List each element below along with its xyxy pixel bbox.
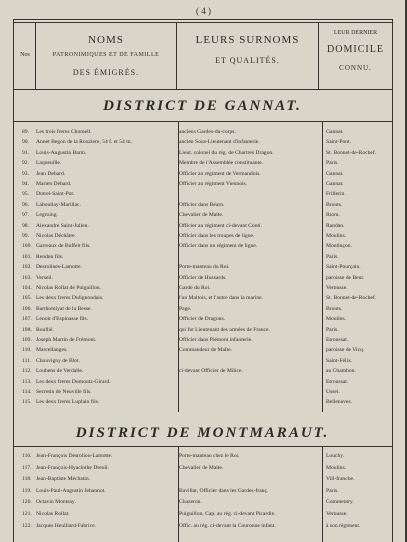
domicile: Bellenaves.: [326, 399, 352, 406]
entry-number: 90.: [22, 139, 29, 146]
entry-number: 89.: [22, 129, 29, 135]
page-number: ( 4 ): [196, 6, 211, 16]
emigre-name: Laboullay-Marillac.: [36, 201, 81, 208]
entry-number: 110.: [22, 347, 32, 354]
qualities: Officier au régiment ci-devant Conti.: [179, 222, 262, 229]
entry-number: 108.: [22, 326, 32, 333]
emigre-name: Laqueuille.: [36, 160, 62, 167]
emigre-name: Louis-Augustin Barin.: [36, 149, 87, 156]
domicile: Paris.: [326, 253, 339, 260]
domicile: Saint-Félix.: [326, 357, 353, 364]
entry-number: 96.: [22, 201, 29, 208]
qualities: Page.: [179, 305, 192, 312]
emigre-name: Octavin Montsay.: [36, 499, 76, 506]
table-row: [22, 159, 392, 167]
table-row: [22, 201, 392, 209]
entry-number: 102.: [22, 264, 32, 271]
table-row: [22, 242, 392, 250]
entry-number: 119.: [22, 487, 32, 494]
district-title-montmaraut: DISTRICT DE MONTMARAUT.: [75, 425, 330, 441]
emigre-name: Jean Debard.: [36, 170, 66, 177]
emigre-name: Nicolas Déchâtre.: [36, 233, 77, 239]
header-domicile-title: DOMICILE: [327, 44, 384, 55]
domicile: Moulins.: [326, 233, 347, 239]
domicile: au Chambon.: [326, 368, 356, 375]
table-row: [22, 336, 392, 344]
table-row: [22, 452, 392, 460]
qualities: Porte-manteau du Roi.: [179, 264, 230, 271]
entry-number: 120.: [22, 499, 32, 506]
table-row: [22, 211, 392, 219]
domicile: Gannat.: [326, 181, 344, 187]
table-row: [22, 170, 392, 178]
emigre-name: Loubens de Verdalle.: [36, 368, 84, 375]
table-row: [22, 263, 392, 271]
qualities: Officier dans un régiment de ligne.: [179, 243, 258, 250]
header-names-sub1: PATRONIMIQUES ET DE FAMILLE: [52, 52, 160, 58]
domicile: Brouts.: [326, 305, 343, 312]
entry-number: 105.: [22, 295, 32, 302]
entry-number: 99.: [22, 233, 29, 239]
qualities: Porte-manteau chez le Roi.: [179, 453, 240, 459]
table-row: [22, 222, 392, 230]
domicile: Paris.: [326, 487, 339, 494]
table-row: [22, 346, 392, 354]
header-names-title: NOMS: [88, 34, 124, 46]
table-row: [22, 232, 392, 240]
emigre-name: Legroing.: [36, 212, 58, 219]
table-row: [22, 464, 392, 472]
domicile: Saint-Pourçain.: [326, 264, 361, 271]
domicile: Gannat.: [326, 129, 344, 135]
emigre-name: Verseil.: [36, 274, 53, 281]
entry-number: 95.: [22, 191, 29, 198]
entry-number: 115.: [22, 399, 32, 406]
domicile: Gannat.: [326, 170, 344, 177]
qualities: Chazeron.: [179, 499, 202, 506]
emigre-name: Marcellanges.: [36, 347, 68, 354]
emigre-name: Nicolas Rollat.: [36, 511, 70, 517]
domicile: Ussel.: [326, 389, 340, 395]
qualities: Officier dans Piémont infanterie.: [179, 337, 253, 343]
domicile: Moulins.: [326, 464, 347, 471]
entry-number: 118.: [22, 476, 32, 483]
emigre-name: Alexandre Saint-Julien.: [36, 222, 89, 229]
domicile: à son régiment.: [326, 522, 361, 529]
header-bottom-rule: [13, 89, 392, 90]
table-row: [22, 378, 392, 386]
entry-number: 114.: [22, 389, 32, 395]
emigre-name: Lenoir d'Espinasse fils.: [36, 316, 89, 323]
emigre-name: Les deux freres Dulignondais.: [36, 295, 104, 302]
header-names-sub2: DES ÉMIGRÉS.: [72, 68, 140, 77]
domicile: Louchy.: [326, 453, 345, 459]
entry-number: 112.: [22, 368, 32, 375]
entry-number: 91.: [22, 149, 29, 156]
emigre-name: Secretin de Neuville fils.: [36, 389, 92, 395]
emigre-name: Jean-François Desroliou-Lamotte.: [36, 453, 113, 459]
entry-number: 98.: [22, 222, 29, 229]
domicile: Saint-Pont.: [326, 139, 352, 146]
district-title-gannat: DISTRICT DE GANNAT.: [103, 98, 302, 114]
emigre-name: Barthomiyat de la Besse.: [36, 305, 92, 312]
table-row: [22, 128, 392, 136]
domicile: Paris.: [326, 160, 339, 167]
domicile: Frillerin.: [326, 191, 346, 198]
qualities: ci-devant Officier de Milice.: [179, 368, 243, 375]
table-row: [22, 284, 392, 292]
qualities: ancien Sous-Lieutenant d'infanterie.: [179, 139, 260, 146]
emigre-name: Louis-Paul-Augustin Jehannot.: [36, 487, 106, 494]
header-qualities-sub: ET QUALITÉS.: [215, 56, 280, 65]
domicile: Paris.: [326, 326, 339, 333]
qualities: l'un Maltois, et l'autre dans la marine.: [179, 295, 264, 302]
table-row: [22, 315, 392, 323]
emigre-name: Joseph Martin de Frémont.: [36, 337, 97, 343]
entry-number: 93.: [22, 170, 29, 177]
entry-number: 103.: [22, 274, 32, 281]
emigre-name: Les deux freres Dumoutz-Girard.: [36, 378, 111, 385]
domicile: Etroussat.: [326, 378, 349, 385]
emigre-name: Garreaux de Buffeit fils.: [36, 243, 91, 250]
table-row: [22, 398, 392, 406]
domicile: Vernusse.: [326, 511, 348, 517]
emigre-name: Desrolines-Lamotte.: [36, 264, 82, 271]
header-no: Nos: [20, 52, 30, 58]
table-row: [22, 367, 392, 375]
qualities: Chevalier de Malte.: [179, 464, 224, 471]
header-domicile-sub: CONNU.: [339, 64, 372, 72]
entry-number: 100.: [22, 243, 32, 250]
table-row: [22, 138, 392, 146]
qualities: Lieut. colonel du rég. de Chartres Dragon.: [179, 149, 274, 156]
district-rule-gannat: [13, 121, 392, 122]
qualities: Puiguillon, Cap. au rég. ci-devant Picardie.: [179, 511, 276, 517]
domicile: paroisse de Beur.: [326, 274, 365, 281]
entry-number: 107.: [22, 316, 32, 323]
emigre-name: Jean-Baptiste Méchatin.: [36, 476, 91, 483]
header-top-rule: [13, 19, 392, 20]
table-row: [22, 294, 392, 302]
domicile: Montluçon.: [326, 243, 352, 250]
table-row: [22, 388, 392, 396]
table-row: [22, 149, 392, 157]
emigre-name: Boullié.: [36, 326, 54, 333]
table-row: [22, 305, 392, 313]
entry-number: 113.: [22, 378, 32, 385]
qualities: Officier de Dragons.: [179, 316, 226, 323]
table-row: [22, 326, 392, 334]
emigre-name: Dutrel-Saint-Pot.: [36, 191, 75, 198]
qualities: qui fut Lieutenant des armées de France.: [179, 326, 270, 333]
qualities: anciens Gardes-du-corps.: [179, 129, 236, 135]
table-row: [22, 522, 392, 530]
emigre-name: Jean-François-Hyacinthe Dreuil.: [36, 464, 110, 471]
entry-number: 117.: [22, 464, 32, 471]
qualities: Commandeur de Malte.: [179, 347, 232, 354]
entry-number: 109.: [22, 337, 32, 343]
entry-number: 104.: [22, 285, 32, 291]
table-row: [22, 180, 392, 188]
entry-number: 111.: [22, 357, 32, 364]
entry-number: 106.: [22, 305, 32, 312]
table-row: [22, 253, 392, 261]
table-row: [22, 357, 392, 365]
right-border: [392, 19, 393, 542]
table-row: [22, 190, 392, 198]
header-qualities-title: LEURS SURNOMS: [195, 34, 300, 46]
qualities: Officier dans Béarn.: [179, 201, 225, 208]
table-row: [22, 498, 392, 506]
emigre-name: Jacques Heulliard-Fabrice.: [36, 522, 96, 529]
domicile: Etroussat.: [326, 337, 349, 343]
header-top-rule-2: [13, 22, 392, 23]
entry-number: 122.: [22, 522, 32, 529]
emigre-name: Annet Begon de la Rouziere, 54 f. et 54 m.: [36, 139, 133, 146]
table-row: [22, 475, 392, 483]
domicile: Riom.: [326, 212, 340, 219]
qualities: Chevalier de Malte.: [179, 212, 224, 219]
emigre-name: Marien Debard.: [36, 181, 72, 187]
domicile: Brouts.: [326, 201, 343, 208]
header-domicile-top: LEUR DERNIER: [333, 30, 378, 36]
qualities: Bavillat, Officier dans les Gardes-franç.: [179, 487, 269, 494]
emigre-name: Les trois freres Chomell.: [36, 129, 92, 135]
qualities: Offic. au rég. ci-devant la Couronne infant.: [179, 522, 276, 529]
emigre-name: Nicolas Rollat de Puiguillon.: [36, 285, 101, 291]
domicile: Moulins.: [326, 316, 347, 323]
domicile: Vernusse.: [326, 285, 348, 291]
qualities: Officier au régiment Viennois.: [179, 181, 248, 187]
domicile: Vill-franche.: [326, 476, 355, 483]
qualities: Officier dans les troupes de ligne.: [179, 233, 255, 239]
qualities: Officier au régiment de Vermandois.: [179, 170, 261, 177]
entry-number: 101.: [22, 253, 32, 260]
emigre-name: Chouvigny de Blot.: [36, 357, 80, 364]
domicile: St. Bonnet-de-Rochef.: [326, 149, 377, 156]
qualities: Membre de l'Assemblée constituante.: [179, 160, 263, 167]
entry-number: 116.: [22, 453, 32, 459]
entry-number: 97.: [22, 212, 29, 219]
entry-number: 121.: [22, 511, 32, 517]
domicile: Randan.: [326, 222, 345, 229]
table-row: [22, 510, 392, 518]
table-row: [22, 487, 392, 495]
entry-number: 92.: [22, 160, 29, 167]
entry-number: 94.: [22, 181, 29, 187]
domicile: Commentry.: [326, 499, 354, 506]
table-row: [22, 274, 392, 282]
domicile: paroisse de Vicq.: [326, 347, 365, 354]
district-rule-montmaraut: [13, 446, 392, 447]
domicile: St. Bonnet-de-Rochef.: [326, 295, 377, 302]
emigre-name: Rendon fils.: [36, 253, 64, 260]
emigre-name: Les deux freres Luplain fils.: [36, 399, 100, 406]
qualities: Garde du Roi.: [179, 285, 211, 291]
qualities: Officier de Hussards.: [179, 274, 227, 281]
